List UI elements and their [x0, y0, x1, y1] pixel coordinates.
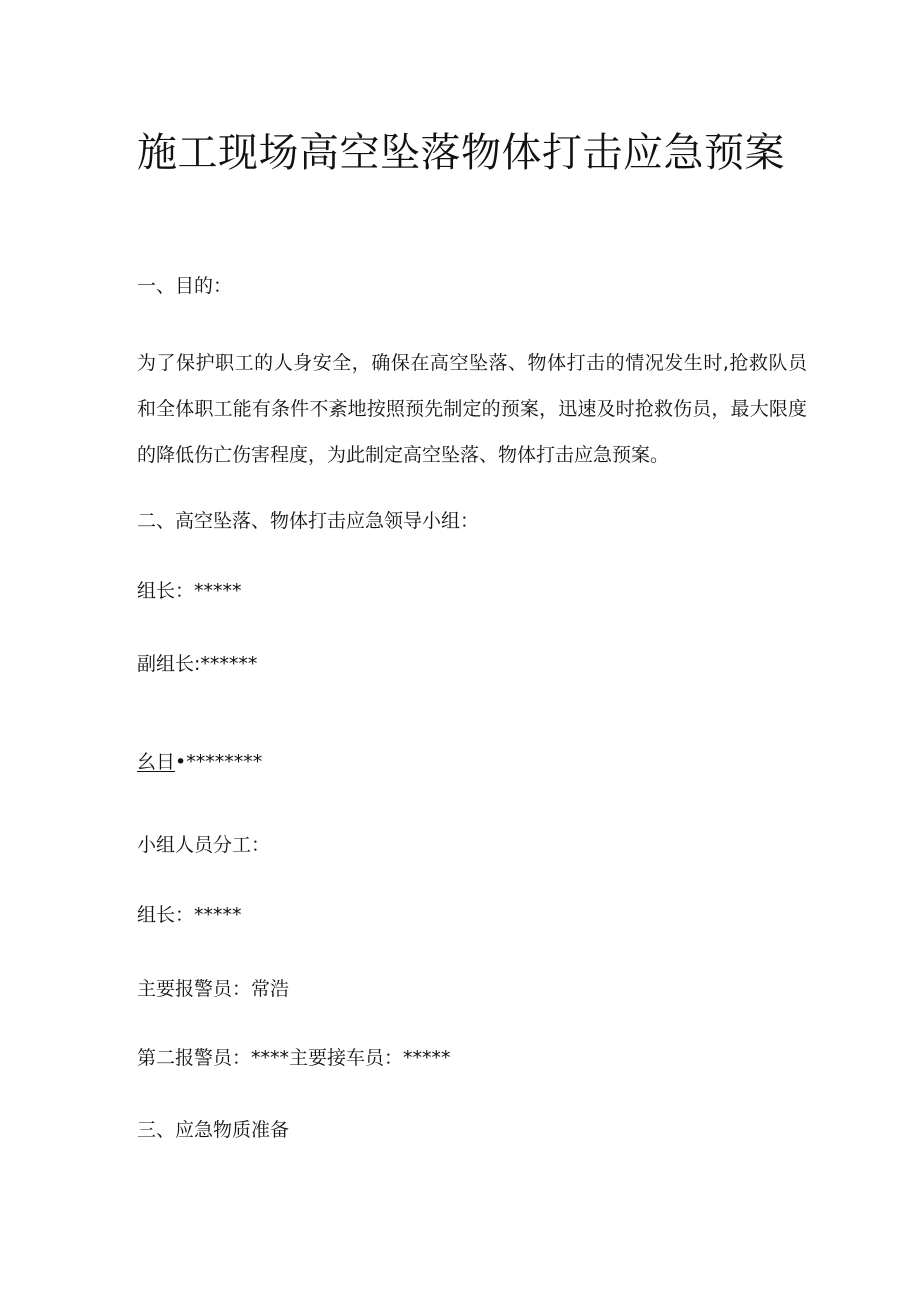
- member-value: •********: [175, 751, 263, 773]
- deputy-leader-line: 副组长:******: [137, 653, 258, 675]
- division-heading: 小组人员分工：: [137, 834, 271, 856]
- division-leader-line: 组长：*****: [137, 904, 242, 926]
- section-3-heading: 三、应急物质准备: [137, 1119, 290, 1141]
- leader-line: 组长：*****: [137, 580, 242, 602]
- main-alarm-line: 主要报警员：常浩: [137, 978, 290, 1000]
- section-2-heading: 二、高空坠落、物体打击应急领导小组：: [137, 510, 480, 532]
- second-alarm-line: 第二报警员：****主要接车员：*****: [137, 1047, 451, 1069]
- section-1-body: 为了保护职工的人身安全，确保在高空坠落、物体打击的情况发生时,抢救队员和全体职工能有条件不紊地按照预先制定的预案，迅速及时抢救伤员，最大限度的降低伤亡伤害程度，为此制定高空坠落、物体打击应急预案。: [137, 352, 807, 466]
- section-1-heading: 一、目的：: [137, 275, 233, 297]
- document-title: 施工现场高空坠落物体打击应急预案: [137, 130, 785, 176]
- member-label: 幺日: [137, 751, 176, 773]
- member-line: [137, 749, 262, 775]
